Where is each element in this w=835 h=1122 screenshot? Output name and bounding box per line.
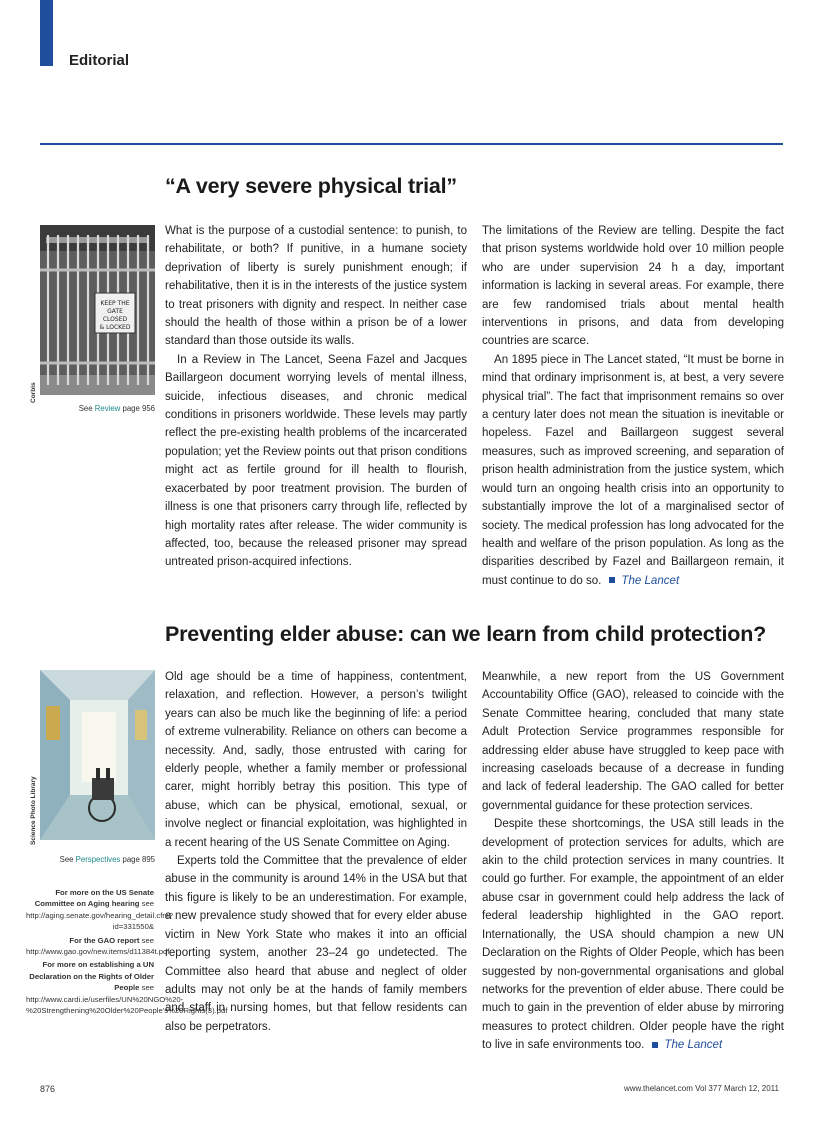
prison-gate-photo: [40, 225, 155, 395]
wheelchair-corridor-photo: [40, 670, 155, 840]
header-rule: [40, 143, 783, 145]
page-number: 876: [40, 1084, 56, 1094]
article1-column2: [482, 222, 784, 590]
article1-col1-para2: In a Review in The Lancet, Seena Fazel and Jacques Baillargeon document worrying levels of mental illness, suicide, infectious diseases, and chronic medical conditions in prisoners worldwide. These levels may partly reflect the pre-existing health problems of the incarcerated population; yet the Review points out that prison conditions might act as fertile ground for ill health to flourish, exacerbated by poor treatment provision. The burden of illness is one that prisoners carry through life, reflected by high mortality rates after release. The wider community is affected, too, because the released prisoner may spread untreated prison-acquired infections.: [165, 353, 467, 569]
photo1-credit: Corbis: [30, 382, 37, 403]
article2-col2-para2: Despite these shortcomings, the USA still leads in the development of protection services for adults, which are akin to the child protection services in many countries. It could go further. For example, the appointment of an elder abuse csar in government could help address the lack of federal leadership highlighted in the GAO report. Internationally, the USA should champion a new UN Declaration on the Rights of Older People, which has been suggested by non-governmental organisations and global networks for the prevention of elder abuse. There could be much to gain in the prevention of elder abuse by mirroring measures to protect children. Older people have the right to live in safe environments too. The Lancet: [482, 818, 784, 1052]
photo2-credit: Science Photo Library: [30, 776, 37, 845]
article1-column1: [165, 222, 467, 572]
prison-gate-illustration: [40, 225, 155, 395]
article1-col2-para2: An 1895 piece in The Lancet stated, “It must be borne in mind that ordinary imprisonment is, at best, a very severe physical trial”. The fact that imprisonment remains so over a century later does not mean the situation is inevitable or hopeless. Fazel and Baillargeon suggest several measures, such as improved screening, and separation of prison health administration from the justice system, which would turn an ongoing health crisis into an opportunity to substantially improve the lot of a marginalised sector of society. The medical profession has long advocated for the health and welfare of the prison population. As long as the disparities described by Fazel and Baillargeon remain, it must continue to do so. The Lancet: [482, 353, 784, 587]
article2-title: Preventing elder abuse: can we learn from child protection?: [165, 622, 767, 646]
margin-notes: [26, 887, 228, 1018]
see-review-link[interactable]: Review: [94, 404, 121, 413]
svg-text:& LOCKED: & LOCKED: [99, 324, 131, 331]
end-mark-icon: [652, 1042, 658, 1048]
svg-text:GATE: GATE: [107, 308, 123, 315]
article2-column1: [165, 668, 467, 1036]
article2-col1-para2: Experts told the Committee that the prevalence of elder abuse in the community is around 14% in the USA but that this figure is likely to be an underestimation. For example, a new prevalence study showed that for every elder abuse victim in New York State who makes it into an official reporting system, another 23–24 go undetected. The Committee also heard that abuse and neglect of older adults may not only be at the hands of family members and staff in nursing homes, but that fellow residents can also be perpetrators.: [165, 855, 467, 1033]
svg-text:KEEP THE: KEEP THE: [100, 300, 130, 307]
article2-signature: The Lancet: [664, 1039, 723, 1052]
article1-col2-para1: The limitations of the Review are telling. Despite the fact that prison systems worldwide hold over 10 million people who are under supervision 24 h a day, important information is lacking in several areas. For example, there are few randomised trials about mental health interventions in prisons, and data from developing countries are scarce.: [482, 225, 784, 348]
svg-text:CLOSED: CLOSED: [102, 316, 128, 323]
article1-title: “A very severe physical trial”: [165, 174, 457, 198]
journal-footer: www.thelancet.com Vol 377 March 12, 2011: [623, 1084, 779, 1093]
section-label: Editorial: [69, 52, 130, 69]
article1-col1-para1: What is the purpose of a custodial sentence: to punish, to rehabilitate, or both? If punitive, in a humane society deprivation of liberty is surely punishment enough; if rehabilitative, then it is in the interests of the justice system to treat prisoners with dignity and respect. In neither case should the health of those within a prison be of a lower standard than those outside its walls.: [165, 225, 467, 348]
wheelchair-corridor-illustration: [40, 670, 155, 840]
note-gao-report: For the GAO report see http://www.gao.gov/new.items/d11384t.pdf: [26, 935, 170, 957]
article2-column2: [482, 668, 784, 1055]
note-senate-hearing: For more on the US Senate Committee on Aging hearing see http://aging.senate.gov/hearing_detail.cfm?id=331550&: [26, 888, 174, 932]
article2-col2-para1: Meanwhile, a new report from the US Government Accountability Office (GAO), released to coincide with the Senate Committee hearing, concluded that many state Adult Protection Service programmes responsible for addressing elder abuse have struggled to keep pace with increasing caseloads because of a decrease in funding and lack of federal leadership. The GAO called for better governmental guidance for these protection services.: [482, 671, 784, 812]
see-perspectives-link[interactable]: Perspectives: [75, 855, 121, 864]
end-mark-icon: [609, 577, 615, 583]
section-color-bar: [40, 0, 53, 66]
see-review-note: See Review page 956: [78, 404, 155, 413]
article1-signature: The Lancet: [621, 574, 680, 587]
article2-col1-para1: Old age should be a time of happiness, contentment, relaxation, and reflection. However, a person’s twilight years can also be much like the beginning of life: a period of extreme vulnerability. Reliance on others can become a necessity. And, sadly, those entrusted with caring for elderly people, whether a family member or professional carer, might horribly betray this position. This type of abuse, which can be physical, emotional, sexual, or involve neglect or financial exploitation, was highlighted in a recent hearing of the US Senate Committee on Aging.: [165, 671, 467, 849]
see-perspectives-note: See Perspectives page 895: [59, 855, 155, 864]
note-un-declaration: For more on establishing a UN Declaration on the Rights of Older People see http://www.cardi.ie/userfiles/UN%20NGO%20-%20Strengthening%20Older%20People's%20Rights(3).pdf: [26, 960, 228, 1016]
